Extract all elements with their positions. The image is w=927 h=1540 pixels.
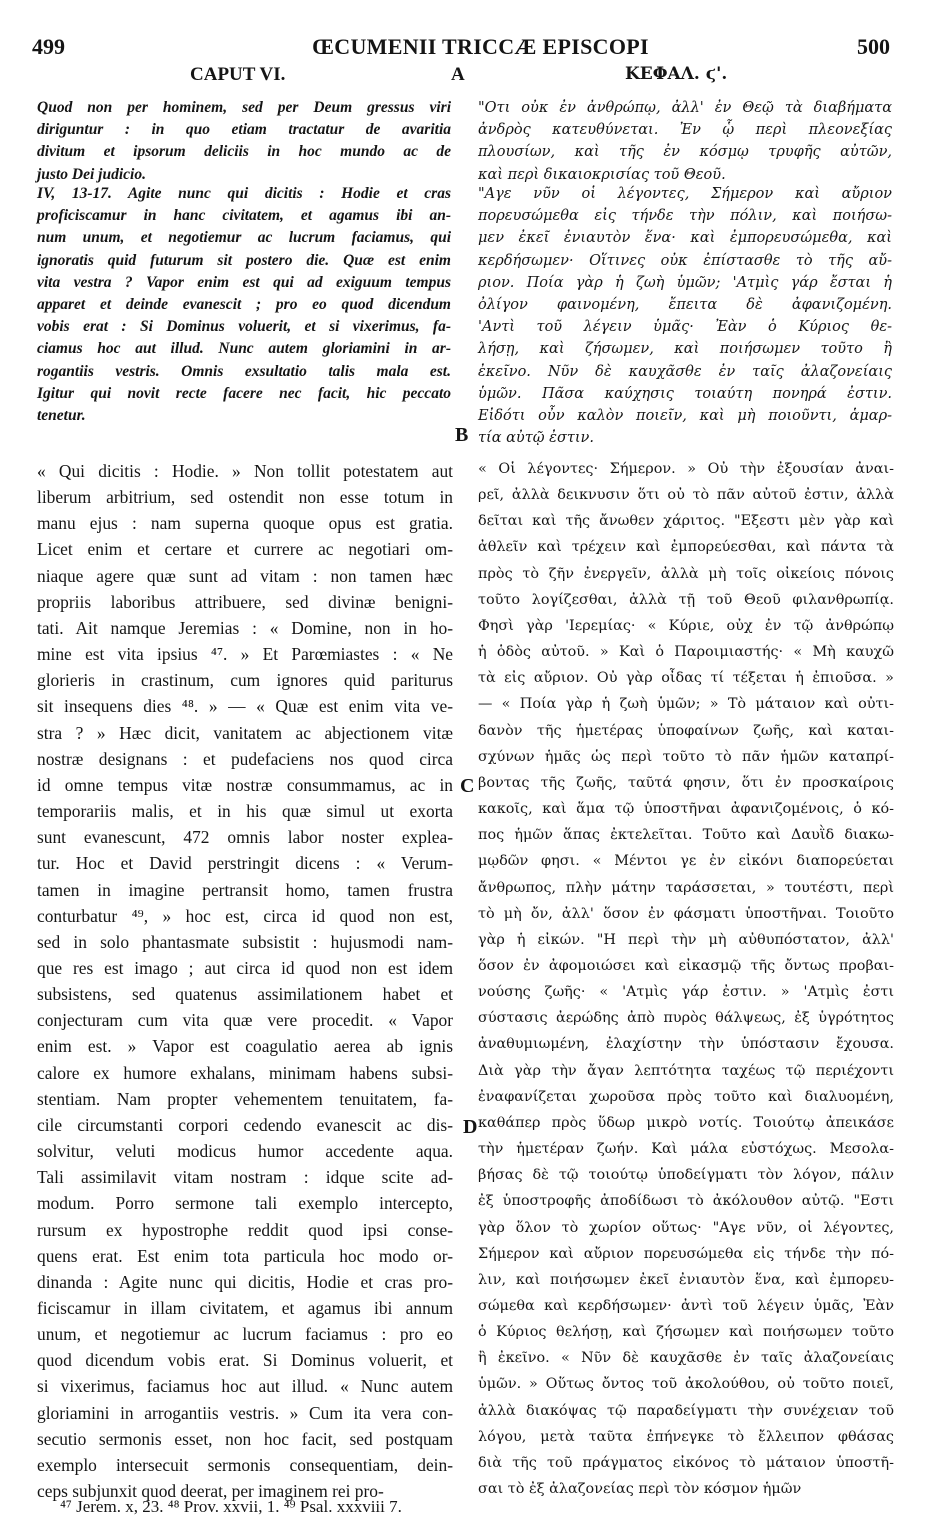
greek-chapter-heading: ΚΕΦΑΛ. ϛ'. [625,64,728,84]
greek-commentary-line: Σήμερον καὶ αὔριον πορευσώμεθα εἰς τήνδε τὴν πό- [478,1245,894,1262]
latin-commentary-line: enim est. » Vapor est coagulatio aerea ab ignis [37,1036,453,1057]
greek-commentary-line: βοντας τῆς ζωῆς, ταῦτά φησιν, ὅτι ἐν προσκαίροις [478,774,894,791]
latin-commentary-line: conturbatur ⁴⁹, » hoc est, circa id quod non est, [37,905,453,926]
greek-commentary-line: γὰρ ὅλον τὸ χωρίον οὕτως· "Αγε νῦν, οἱ λέγοντες, [478,1219,894,1236]
latin-commentary-line: stra ? » Hæc dicit, vanitatem ac abjectionem vitæ [37,722,453,743]
greek-scripture-line: ὀλίγον φαινομένη, ἔπειτα δὲ ἀφανιζομένη. [478,297,892,314]
greek-scripture-line: ὑμῶν. Πᾶσα καύχησις τοιαύτη πονηρά ἐστιν. [478,385,892,402]
latin-commentary-line: si vixerimus, faciamus hoc aut illud. « Nunc autem [37,1376,453,1397]
greek-scripture-line: κερδήσωμεν· Οἵτινες οὐκ ἐπίστασθε τὸ τῆς αὔ- [478,252,892,269]
greek-commentary-line: δανὸν τῆς ἡμετέρας ὑποφαίνων ζωῆς, καὶ καται- [478,722,894,739]
margin-marker-b: B [455,424,469,446]
greek-commentary-line: κακοῖς, καὶ ἅμα τῷ ὑποστῆναι ἀφανιζομένοις, ὁ κό- [478,801,894,818]
latin-commentary-line: solvitur, veluti modicus humor accedente aqua. [37,1141,453,1162]
greek-scripture [478,183,892,449]
greek-commentary-line: ὑμῶν. » Οὕτως ὄντος τοῦ ἀκολούθου, οὐ τοῦτο ποιεῖ, [478,1376,894,1393]
greek-argument [478,97,892,186]
latin-commentary [37,458,453,1504]
greek-commentary-line: σαι τὸ ἐξ ἀλαζονείας περὶ τὸν κόσμον ἡμῶν [478,1481,802,1498]
greek-commentary-line: βήσας δὲ τῷ τοιούτῳ ὑποδείγματι τὸν λόγον, πάλιν [478,1167,894,1184]
latin-commentary-line: « Qui dicitis : Hodie. » Non tollit potestatem aut [37,461,453,481]
latin-argument-line: justo Dei judicio. [37,165,146,183]
greek-commentary-line: ἀθλεῖν καὶ τρέχειν καὶ ἐμπορεύεσθαι, καὶ πάντα τὰ [478,539,894,556]
greek-argument-line: καὶ περὶ δικαιοκρισίας τοῦ Θεοῦ. [478,166,726,183]
greek-commentary-line: πος ἡμῶν ἅπας ἐκτελεῖται. Τοῦτο καὶ Δαυῒδ διακω- [478,827,894,844]
left-page-number: 499 [32,34,65,59]
right-page-number: 500 [857,34,890,59]
greek-commentary-line: τὴν ἡμετέραν ζωήν. Καὶ μάλα εὐστόχως. Μεσολα- [478,1141,894,1158]
latin-commentary-line: temporariis malis, et in his quæ simul ut exorta [37,801,453,822]
greek-commentary-line: καθάπερ πρὸς ὕδωρ μικρὸ νοτίς. Τοιούτῳ ἀπεικάσε [478,1114,894,1131]
greek-commentary-line: λόγου, μετὰ ταῦτα ἐπήνεγκε τὸ ἔλλειπον φθάσας [478,1428,894,1445]
latin-commentary-line: Licet enim et certare et currere ac negotiari om- [37,539,453,560]
greek-commentary-line: τὸ μὴ ὄν, ἀλλ' ὅσον ἐν φάσματι ὑποστῆναι. Τοιοῦτο [478,905,894,922]
latin-commentary-line: id omne tempus vitæ nostræ consummamus, ac in [37,774,453,795]
latin-commentary-line: conjecturam cum vita quæ vere procedit. « Vapor [37,1010,453,1031]
greek-scripture-line: Εἰδότι οὖν καλὸν ποιεῖν, καὶ μὴ ποιοῦντι, ἁμαρ- [478,408,892,425]
latin-commentary-line: sed in solo phantasmate subsistit : hujusmodi nam- [37,931,453,952]
greek-commentary-line: ἀναθυμιωμένη, ἐλαχίστην τὴν ὑπόστασιν ἔχουσα. [478,1036,894,1053]
latin-commentary-line: niaque agere quæ sunt ad vitam : non tamen hæc [37,565,453,586]
latin-commentary-line: tur. Hoc et David perstringit dicens : « Verum- [37,853,453,874]
latin-commentary-line: subsistens, sed quatenus assimilationem habet et [37,984,453,1005]
latin-scripture-line: ignoratis quid futurum sit postero die. Quæ est enim [37,251,451,269]
latin-commentary-line: unum, et negotiemur ac lucrum faciamus : pro eo [37,1324,453,1345]
greek-commentary-line: δεῖται καὶ τῆς ἄνωθεν χάριτος. "Εξεστι μὲν γὰρ καὶ [478,513,894,530]
latin-commentary-line: Tali assimilavit vitam nostram : idque scite ad- [37,1167,453,1188]
latin-scripture-line: proficiscamur in hanc civitatem, et agamus ibi an- [37,207,451,225]
greek-commentary-line: ὁ Κύριος θελήσῃ, καὶ ζήσωμεν καὶ ποιήσωμεν τοῦτο [478,1324,894,1341]
greek-commentary-line: μῳδῶν φησι. « Μέντοι γε ἐν εἰκόνι διαπορεύεται [478,853,894,870]
greek-commentary-line: ἀλλὰ διακόψας τῷ παραδείγματι τὴν συνέχειαν τοῦ [478,1402,894,1419]
greek-scripture-line: ριον. Ποία γὰρ ἡ ζωὴ ὑμῶν; 'Ατμὶς γάρ ἔσται ἡ [478,274,892,291]
greek-commentary-line: νούσης ζωῆς· « 'Ατμὶς γάρ ἐστιν. » 'Ατμὶς ἐστι [478,984,894,1001]
latin-commentary-line: quod dicendum vobis erat. Si Dominus voluerit, et [37,1350,453,1371]
greek-scripture-line: πορευσώμεθα εἰς τήνδε τὴν πόλιν, καὶ ποιήσω- [478,208,892,225]
greek-commentary-line: Διὰ γὰρ τὴν ἄγαν λεπτότητα ταχέως τῷ περιέχοντι [478,1062,894,1079]
margin-marker-d: D [463,1116,478,1138]
greek-commentary-line: λιν, καὶ ποιήσωμεν ἐκεῖ ἐνιαυτὸν ἕνα, καὶ ἐμπορευ- [478,1271,894,1288]
footnotes: ⁴⁷ Jerem. x, 23. ⁴⁸ Prov. xxvii, 1. ⁴⁹ Psal. xxxviii 7. [60,1497,402,1516]
greek-scripture-line: τία αὐτῷ ἐστιν. [478,430,594,447]
latin-scripture [37,183,451,427]
latin-scripture-line: IV, 13-17. Agite nunc qui dicitis : Hodie et cras [37,185,451,202]
latin-commentary-line: tamen in imagine pertransit homo, tamen frustra [37,879,453,900]
greek-commentary-line: ρεῖ, ἀλλὰ δεικνυσιν ὅτι οὐ τὸ πᾶν αὐτοῦ ἐστιν, ἀλλὰ [478,487,894,504]
greek-commentary-line: σύστασις ἀερώδης ἀπὸ πυρὸς θάλψεως, ἐξ ὑγρότητος [478,1010,894,1027]
latin-scripture-line: apparet et deinde evanescit ; pro eo quod dicendum [37,296,451,314]
greek-scripture-line: "Αγε νῦν οἱ λέγοντες, Σήμερον καὶ αὔριον [478,186,892,202]
column-marker-a: A [451,64,465,85]
greek-commentary-line: σώμεθα καὶ κερδήσωμεν· ἀντὶ τοῦ λέγειν ὑμᾶς, Ἐὰν [478,1298,894,1314]
latin-commentary-line: que res est imago ; aut circa id quod non est idem [37,957,453,978]
latin-commentary-line: cile circumstanti corpori cedendo evanescit ac dis- [37,1114,453,1135]
latin-commentary-line: rursum ex hypostrophe reddit quod ipsi conse- [37,1219,453,1240]
latin-commentary-line: propriis laboribus attribuere, sed divinæ benigni- [37,591,453,612]
latin-commentary-line: tati. Ait namque Jeremias : « Domine, non in ho- [37,617,453,638]
greek-commentary-line: — « Ποία γὰρ ἡ ζωὴ ὑμῶν; » Τὸ μάταιον καὶ οὐτι- [478,696,894,713]
greek-commentary-line: τοῦτο λογίζεσθαι, ἀλλὰ τῇ τοῦ Θεοῦ φιλανθρωπίᾳ. [478,591,894,608]
latin-scripture-line: vobis erat : Si Dominus voluerit, et si vixerimus, fa- [37,318,451,336]
greek-commentary-line: διὰ τῆς τοῦ πράγματος εἰκόνος τὸ μάταιον ὑποστῆ- [478,1454,894,1471]
greek-scripture-line: 'Αντὶ τοῦ λέγειν ὑμᾶς· Ἐὰν ὁ Κύριος θε- [478,319,892,336]
greek-commentary-line: σχύνων ἡμᾶς ὡς περὶ τοῦτο τὸ πᾶν ἡμῶν καταπρί- [478,748,894,765]
latin-scripture-line: num unum, et negotiemur ac lucrum faciamus, qui [37,229,451,247]
latin-commentary-line: liberum arbitrium, sed ostendit non esse totum in [37,487,453,508]
latin-commentary-line: mine est vita ipsius ⁴⁷. » Et Parœmiastes : « Ne [37,644,453,665]
margin-marker-c: C [460,775,475,797]
latin-commentary-line: glorieris in crastinum, cum ignores quid pariturus [37,670,453,691]
greek-commentary-line: γὰρ ἡ εἰκών. "Η περὶ τὴν μὴ αὐθυπόστατον, ἀλλ' [478,931,894,948]
greek-commentary-line: Φησὶ γὰρ 'Ιερεμίας· « Κύριε, οὐχ ἐν τῷ ἀνθρώπῳ [478,617,894,634]
latin-commentary-line: exemplo intersecuit sermonis consequentiam, dein- [37,1454,453,1475]
greek-commentary-line: ἐξ ὑποστροφῆς ἀποδίδωσι τὸ ἀκόλουθον αὐτῷ. "Εστι [478,1193,894,1210]
latin-argument-line: Quod non per hominem, sed per Deum gressus viri [37,99,451,116]
latin-commentary-line: sit insequens dies ⁴⁸. » — « Quæ est enim vita ve- [37,696,453,717]
greek-argument-line: ἀνδρὸς κατευθύνεται. Ἐν ᾧ περὶ πλεονεξίας [478,122,892,139]
latin-argument-line: diriguntur : in quo etiam tractatur de avaritia [37,121,451,139]
greek-scripture-line: ἐκεῖνο. Νῦν δὲ καυχᾶσθε ἐν ταῖς ἀλαζονείαις [478,363,892,380]
greek-commentary-line: πρὸς τὸ ζῆν ἐνεργεῖν, ἀλλὰ μὴ τοῖς οἰκείοις πόνοις [478,565,894,582]
greek-commentary-line: ὅσον ἐν ἀφομοιώσει καὶ εἰκασμῷ τῆς ὄντως προβαι- [478,957,894,974]
latin-scripture-line: ciamus hoc aut illud. Nunc autem gloriamini in ar- [37,340,451,358]
latin-commentary-line: manu ejus : nam superna quoque opus est gratia. [37,513,453,534]
greek-scripture-line: λήσῃ, καὶ ζήσωμεν, καὶ ποιήσωμεν τοῦτο ἢ [478,341,892,358]
latin-argument-line: divitum et ipsorum deliciis in hoc mundo ac de [37,143,451,161]
latin-commentary-line: secutio sermonis esset, non hoc facit, sed postquam [37,1428,453,1449]
latin-commentary-line: dinanda : Agite nunc qui dicitis, Hodie et cras pro- [37,1271,453,1292]
latin-commentary-line: calore ex humore exhalans, minimam habens subsi- [37,1062,453,1083]
running-title: ŒCUMENII TRICCÆ EPISCOPI [312,34,649,59]
greek-argument-line: πλουσίων, καὶ τῆς ἐν κόσμῳ τρυφῆς αὐτῶν, [478,144,892,161]
greek-commentary-line: « Οἱ λέγοντες· Σήμερον. » Οὐ τὴν ἐξουσίαν ἀναι- [478,461,894,477]
latin-scripture-line: rogantiis vestris. Omnis exsultatio talis mala est. [37,362,451,380]
latin-commentary-line: ficiscamur in illam civitatem, et agamus ibi annum [37,1298,453,1318]
greek-commentary-line: ἡ ὁδὸς αὐτοῦ. » Καὶ ὁ Παροιμιαστής· « Μὴ καυχῶ [478,644,894,661]
greek-commentary-line: ἐναφανίζεται χωροῦσα πρὸς τοῦτο καὶ διαλυομένη, [478,1088,894,1105]
latin-commentary-line: ceps subjunxit quod deerat, per imaginem rei pro- [37,1481,384,1502]
latin-commentary-line: gloriamini in arrogantiis vestris. » Cum ita vera con- [37,1402,453,1423]
latin-commentary-line: nostræ designans : et pudefaciens nos quod circa [37,748,453,769]
greek-commentary-line: ἢ ἐκεῖνο. « Νῦν δὲ καυχᾶσθε ἐν ταῖς ἀλαζονείαις [478,1350,894,1367]
latin-chapter-heading: CAPUT VI. [190,64,286,85]
latin-scripture-line: tenetur. [37,407,86,425]
greek-commentary [478,456,894,1502]
greek-commentary-line: ἄνθρωπος, πλὴν μάτην ταράσσεται, » τουτέστι, περὶ [478,879,894,896]
latin-commentary-line: sunt evanescunt, 472 omnis labor noster explea- [37,827,453,848]
latin-argument [37,97,451,186]
latin-scripture-line: Igitur qui novit recte facere nec facit, hic peccato [37,384,451,402]
latin-commentary-line: modum. Porro sermone tali exemplo intercepto, [37,1193,453,1214]
greek-scripture-line: μεν ἐκεῖ ἐνιαυτὸν ἕνα· καὶ ἐμπορευσώμεθα, καὶ [478,230,892,247]
greek-argument-line: "Οτι οὐκ ἐν ἀνθρώπῳ, ἀλλ' ἐν Θεῷ τὰ διαβήματα [478,100,892,116]
latin-commentary-line: stentiam. Nam propter vehementem tenuitatem, fa- [37,1088,453,1109]
latin-commentary-line: quens erat. Est enim tota particula hoc modo or- [37,1245,453,1266]
greek-commentary-line: τὰ εἰς αὔριον. Οὐ γὰρ οἶδας τί τέξεται ἡ ἐπιοῦσα. » [478,670,894,687]
latin-scripture-line: vita vestra ? Vapor enim est qui ad exiguum tempus [37,273,451,291]
